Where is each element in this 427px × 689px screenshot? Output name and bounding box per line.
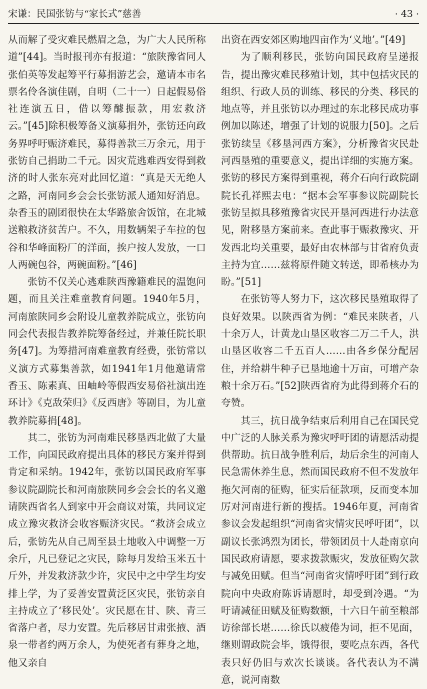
paragraph: 从而解了受灾难民燃眉之急，为广大人民所称道”[44]。当时报刊亦有报道：“旅陕豫省同人张伯英等发起筹平行募捐游艺会，邀请本市名票名伶各演佳剧，自明（二十一）日起假易俗社连演五日，借以筹醵振款，用宏救济云。”[45]除积极筹备义演募捐外，张钫还向政务界呼吁赈济难民，募得善款三万余元，用于张钫自己捐助二千元。因灾荒逃难西安得到救济的时人张东亮对此回忆道：“真是天无绝人之路，河南同乡会会长张钫派人通知好消息。杂香玉的剧团很快在太华路旅舍饭馆，在北城送粮救济贫苦户。不久，用数辆架子车拉的包谷和华峰面粉厂的洋面，挨户按人发放，一口人两碗包谷，两碗面粉。”[46] bbox=[8, 35, 206, 271]
paragraph: 其二，张钫为河南难民移垦西北做了大量工作，向国民政府提出具体的移民方案并得到肯定和采纳。1942年，张钫以国民政府军事参议院副院长和河南旅陕同乡会会长的名义邀请陕西省名人到家中开会商议对策，共同议定成立豫灾救济会收容赈济灾民。“救济会成立后，张钫先从自己周至县土地收入中调整一万余斤，凡已登记之灾民，除每月发给玉米五十斤外，并发救济款少许，灾民中之中学生均安排上学，为了妥善安置黄泛区灾民，张钫亲自主持成立了‘移民处’。灾民愿在甘、陕、青三省落户者，尽力安置。先后移居甘肃张掖、酒泉一带者约两万余人，为使死者有葬身之地，他又亲自 bbox=[8, 432, 206, 669]
right-column bbox=[221, 32, 419, 686]
paragraph: 在张钫等人努力下，这次移民垦殖取得了良好效果。以陕西省为例：“难民来陕者，八十余万人，计黄龙山垦区收容二万二千人，洪山垦区收容二千五百人……由各乡保分配居住，并给耕牛种子已垦地逾十万亩，可增产杂粮十余万石。”[52]陕西省府为此得到蒋介石的夸赞。 bbox=[221, 294, 419, 410]
page-header bbox=[8, 6, 419, 24]
paragraph: 出资在西安郊区购地四亩作为‘义地’。”[49] bbox=[221, 35, 406, 46]
paragraph: 其三，抗日战争结束后利用自己在国民党中广泛的人脉关系为豫灾呼吁团的请愿活动提供帮助。抗日战争胜利后，劫后余生的河南人民急需休养生息，然而国民政府不但不发放年拖欠河南的征购，征实后征款项，反而变本加厉对河南进行新的搜括。1946年夏，河南省参议会发起组织“河南省灾情灾民呼吁团”，以副议长张鸿烈为团长，带领团员十人赴南京向国民政府请愿，要求拨款赈灾，发放征购欠款与减免田赋。但当“河南省灾情呼吁团”到行政院向中央政府陈诉请愿时，却受到冷遇。“为吁请减征田赋及征购数额，十六日午前至粮部访徐部长堪……徐氏以疲倦为词，拒不见面，继则谓政院会毕，饿得很，要吃点东西，各代表只好仍旧与欢次长谈谈。各代表认为不满意，说河南数 bbox=[221, 415, 419, 686]
page-number: · 43 · bbox=[394, 9, 419, 20]
running-title: 宋谦：民国张钫与“家长式”慈善 bbox=[8, 9, 142, 20]
paragraph: 为了顺利移民，张钫向国民政府呈递报告，提出豫灾难民移殖计划，其中包括灾民的组织、行政人员的训练、移民的分类、移民的地点等，并且张钫以办理过的东北移民成功事例加以陈述，增强了计划的说服力[50]。之后张钫续呈《移垦河西方案》，分析豫省灾民赴河西垦殖的重要意义，提出详细的实施方案。张钫的移民方案得到重视，蒋介石向行政院副院长孔祥熙去电：“据本会军事参议院副院长张钫呈拟具移殖豫省灾民开垦河西进行办法意见，附移垦方案前来。查此事于赈救豫灾、开发西北均关重要，最好由农林部与甘省府负责主持为宜……兹将原件随文转送，即希核办为盼。”[51] bbox=[221, 52, 419, 289]
left-column bbox=[8, 32, 206, 669]
paragraph: 张钫不仅关心逃难陕西豫籍难民的温饱问题，而且关注难童教育问题。1940年5月，河南旅陕同乡会附设儿童教养院成立，张钫向同会代表报告教养院筹备经过，并兼任院长职务[47]。为筹措河南难童教育经费，张钫常以义演方式募集善款，如1941年1月他邀请常香玉、陈素真、田岫岭等假西安易俗社演出连环计》《克敌荣归》《反西唐》等剧目，为儿童教养院募捐[48]。 bbox=[8, 277, 206, 427]
